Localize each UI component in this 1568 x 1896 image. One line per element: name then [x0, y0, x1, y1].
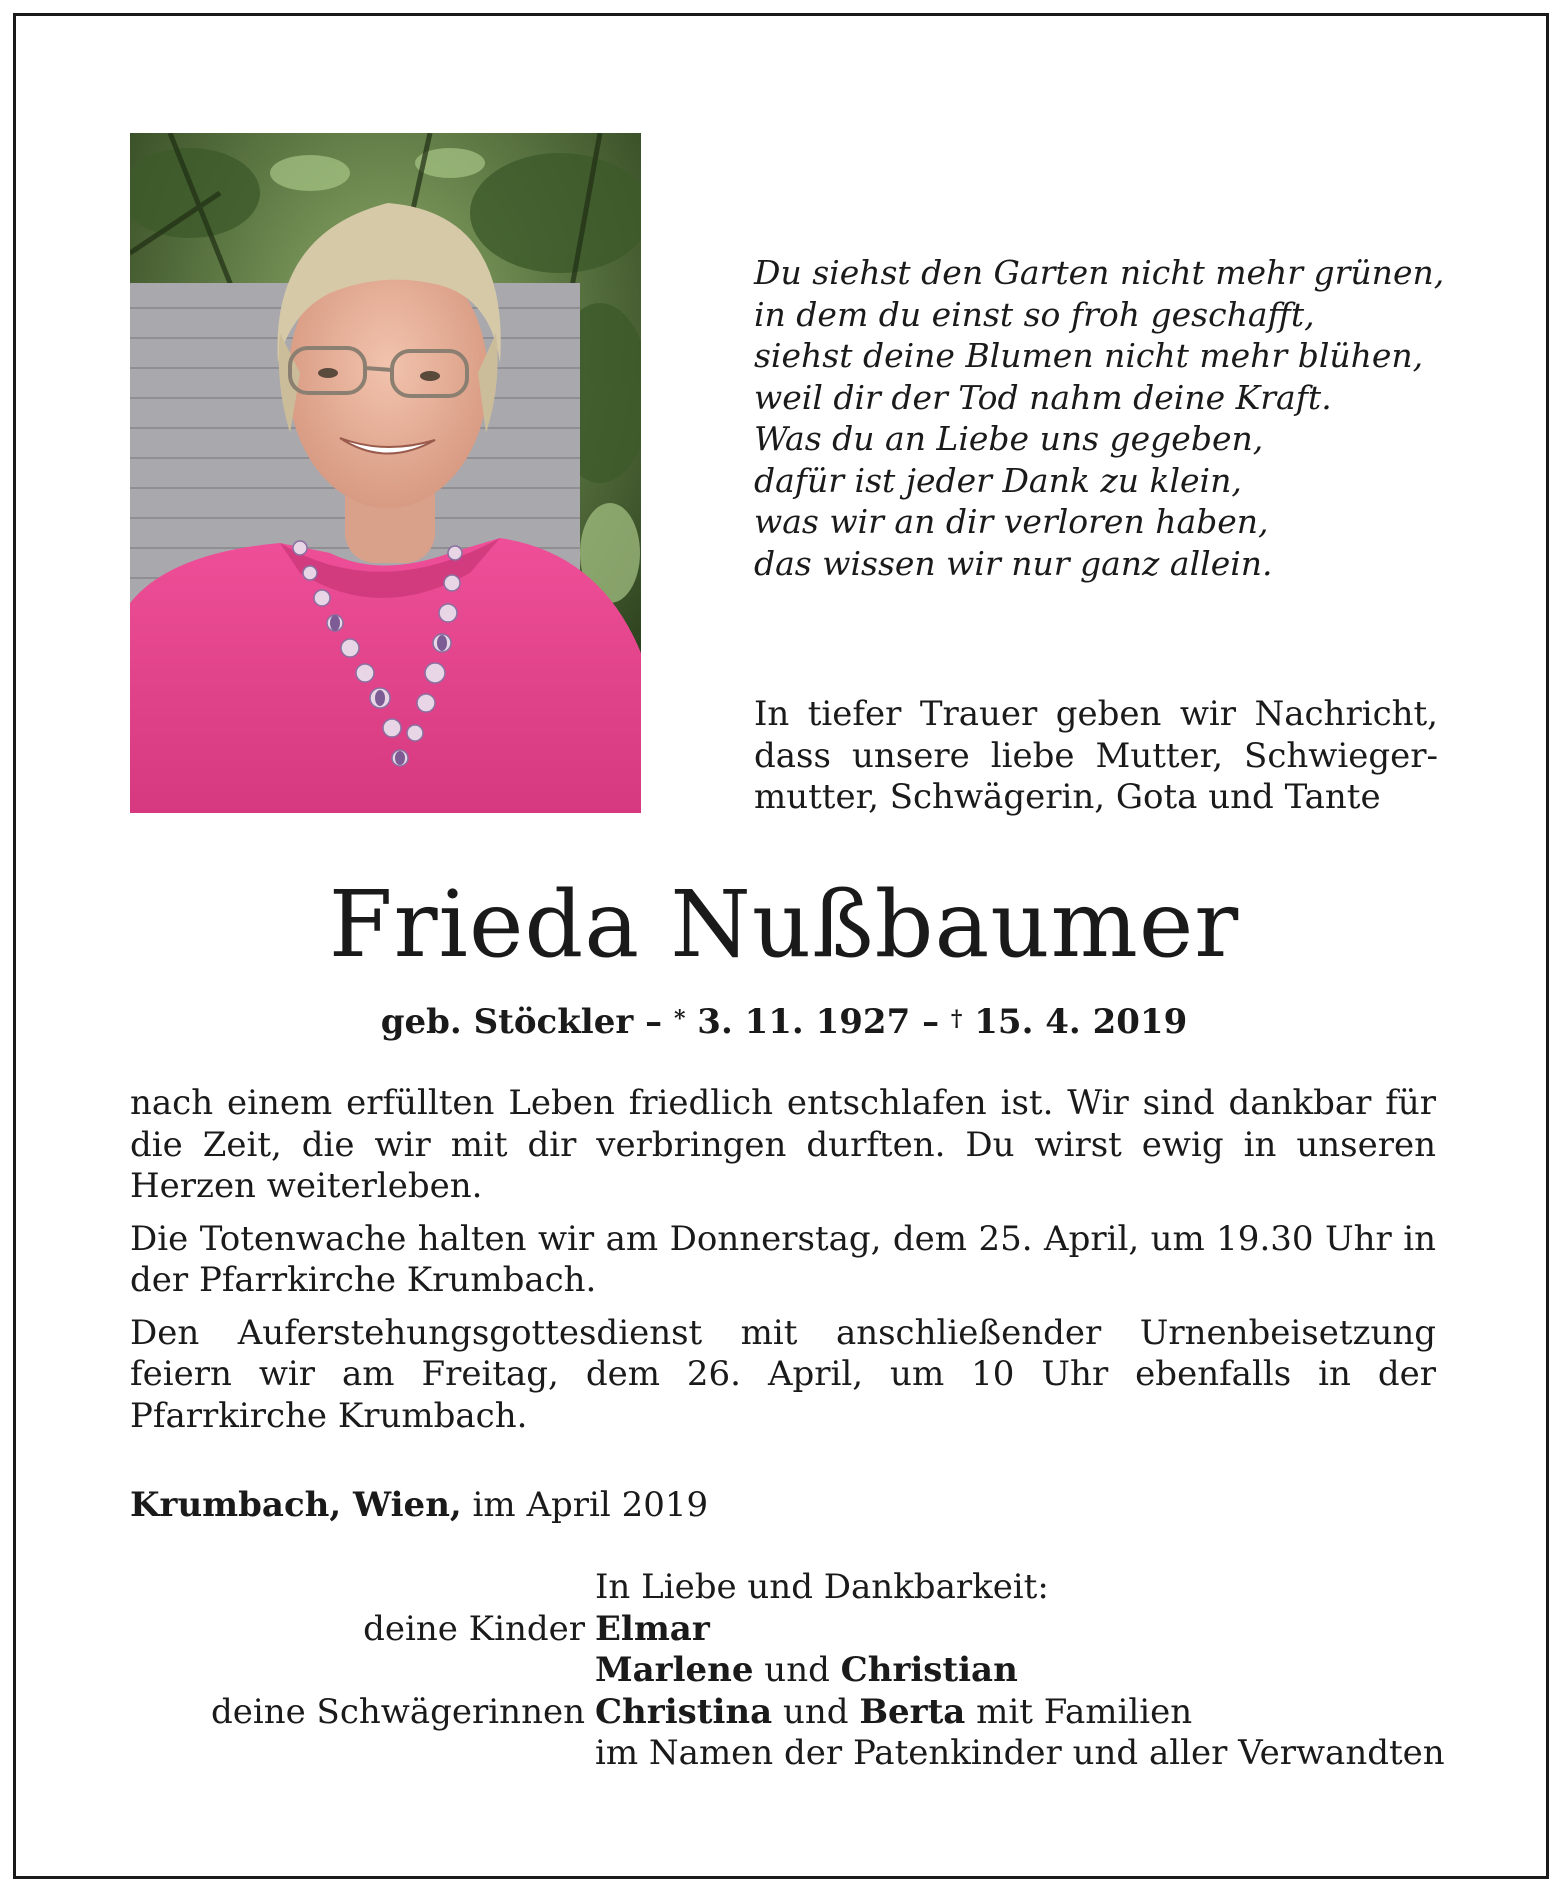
body-paragraph: nach einem erfüllten Leben friedlich entschlafen ist. Wir sind dankbar für die Zeit, die wir mit dir verbringen durften. Du wirst ewig in unseren Herzen weiterleben. — [130, 1083, 1436, 1206]
poem-line: Du siehst den Garten nicht mehr grünen, — [754, 253, 1445, 292]
place-date: im April 2019 — [461, 1485, 709, 1525]
children-row — [130, 1609, 1440, 1651]
birth-symbol: * — [673, 1006, 686, 1032]
life-dates — [0, 1000, 1568, 1044]
others-text: im Namen der Patenkinder und aller Verwandten — [595, 1733, 1445, 1773]
with-families: mit Familien — [976, 1691, 1193, 1732]
sister-name: Christina — [595, 1691, 773, 1732]
portrait-illustration — [130, 133, 641, 813]
children-label: deine Kinder — [363, 1608, 585, 1649]
birth-date: 3. 11. 1927 – — [685, 1002, 951, 1042]
others-row — [130, 1733, 1445, 1775]
child-name: Christian — [840, 1650, 1018, 1690]
body-paragraph: Den Auferstehungsgottesdienst mit anschließender Urnenbeisetzung feiern wir am Freitag, dem 26. April, um 10 Uhr ebenfalls in der Pfarrkirche Krumbach. — [130, 1312, 1436, 1436]
body-paragraph: Die Totenwache halten wir am Donnerstag, dem 25. April, um 19.30 Uhr in der Pfarrkirche Krumbach. — [130, 1218, 1436, 1300]
death-date: 15. 4. 2019 — [962, 1002, 1188, 1042]
place-and-date — [130, 1483, 708, 1527]
portrait-photo — [130, 133, 641, 813]
announcement-line: In tiefer Trauer geben wir Nachricht, — [754, 694, 1438, 734]
child-name: Elmar — [595, 1608, 710, 1649]
poem-line: Was du an Liebe uns gegeben, — [754, 419, 1264, 458]
sisters-row — [130, 1692, 1440, 1734]
signers-block — [130, 1567, 1445, 1775]
place-towns: Krumbach, Wien, — [130, 1485, 462, 1525]
signers-intro-row — [130, 1567, 1440, 1609]
signers-intro: In Liebe und Dankbarkeit: — [595, 1567, 1049, 1607]
sisters-label: deine Schwägerinnen — [210, 1691, 585, 1732]
announcement-line: mutter, Schwägerin, Gota und Tante — [754, 777, 1381, 817]
poem-line: dafür ist jeder Dank zu klein, — [754, 460, 1242, 500]
deceased-name: Frieda Nußbaumer — [328, 871, 1240, 978]
death-symbol: † — [950, 1006, 963, 1032]
sister-name: Berta — [859, 1691, 966, 1732]
maiden-name: geb. Stöckler – — [380, 1002, 674, 1042]
poem-line: in dem du einst so froh geschafft, — [754, 294, 1315, 334]
conjunction: und — [764, 1650, 830, 1690]
announcement-line: dass unsere liebe Mutter, Schwieger- — [754, 735, 1438, 776]
conjunction: und — [782, 1691, 849, 1732]
poem-line: was wir an dir verloren haben, — [754, 502, 1269, 541]
obituary-body — [130, 1083, 1436, 1448]
poem-line: siehst deine Blumen nicht mehr blühen, — [754, 336, 1424, 375]
memorial-poem — [754, 252, 1454, 584]
poem-line: das wissen wir nur ganz allein. — [754, 543, 1273, 583]
poem-line: weil dir der Tod nahm deine Kraft. — [754, 377, 1332, 417]
child-name: Marlene — [595, 1650, 754, 1690]
announcement — [754, 694, 1438, 819]
children-row-2 — [130, 1650, 1440, 1692]
